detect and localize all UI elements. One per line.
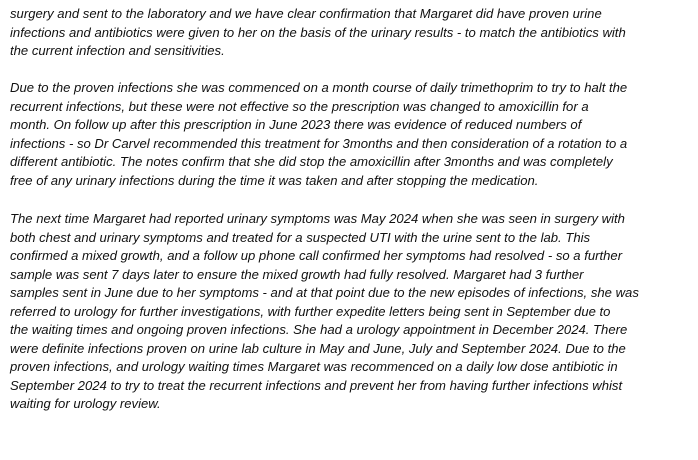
- paragraph-line: free of any urinary infections during the time it was taken and after stopping the medication.: [10, 172, 539, 188]
- paragraph-line: September 2024 to try to treat the recurrent infections and prevent her from having further infections whist: [10, 377, 623, 393]
- paragraph-line: The next time Margaret had reported urinary symptoms was May 2024 when she was seen in surgery with: [10, 211, 625, 226]
- paragraph-line: Due to the proven infections she was commenced on a month course of daily trimethoprim to try to halt the: [10, 80, 628, 95]
- paragraph-line: infections and antibiotics were given to her on the basis of the urinary results - to match the antibiotics with: [10, 24, 626, 40]
- paragraph-3: [10, 210, 639, 414]
- paragraph-line: different antibiotic. The notes confirm that she did stop the amoxicillin after 3months and was completely: [10, 154, 613, 169]
- paragraph-line: month. On follow up after this prescription in June 2023 there was evidence of reduced numbers of: [10, 117, 582, 132]
- paragraph-line: infections - so Dr Carvel recommended this treatment for 3months and then consideration of a rotation to a: [10, 135, 628, 151]
- paragraph-line: referred to urology for further investigations, with further expedite letters being sent in September due to: [10, 303, 611, 319]
- paragraph-line: were definite infections proven on urine lab culture in May and June, July and September 2024. Due to the: [10, 340, 626, 356]
- paragraph-line: sample was sent 7 days later to ensure the mixed growth had fully resolved. Margaret had 3 further: [10, 266, 584, 282]
- paragraph-line: recurrent infections, but these were not effective so the prescription was changed to amoxicillin for a: [10, 98, 589, 114]
- paragraph-line: confirmed a mixed growth, and a follow up phone call confirmed her symptoms had resolved - so a further: [10, 248, 623, 263]
- paragraph-line: surgery and sent to the laboratory and we have clear confirmation that Margaret did have proven urine: [10, 6, 602, 21]
- paragraph-line: waiting for urology review.: [10, 396, 161, 411]
- paragraph-2: [10, 79, 627, 190]
- paragraph-line: the current infection and sensitivities.: [10, 43, 225, 58]
- paragraph-line: proven infections, and urology waiting times Margaret was recommenced on a daily low dose antibiotic in: [10, 359, 618, 374]
- paragraph-line: the waiting times and ongoing proven infections. She had a urology appointment in December 2024. There: [10, 322, 628, 337]
- paragraph-line: both chest and urinary symptoms and treated for a suspected UTI with the urine sent to the lab. This: [10, 229, 591, 245]
- paragraph-1: [10, 5, 626, 61]
- paragraph-line: samples sent in June due to her symptoms - and at that point due to the new episodes of infections, she was: [10, 285, 639, 300]
